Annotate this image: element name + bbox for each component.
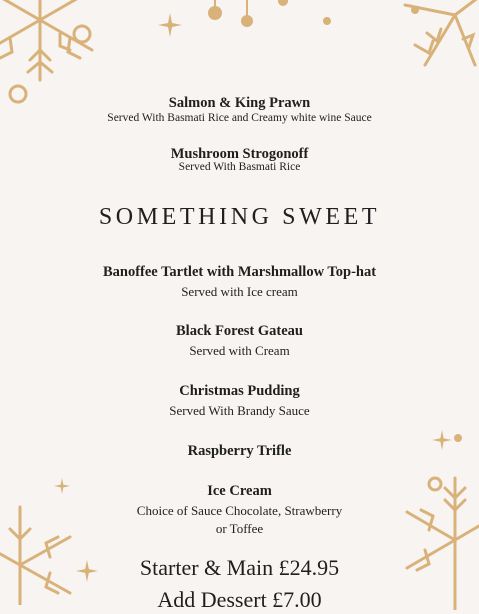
dish-description: Served with Cream [189, 343, 290, 358]
dish-description: Served With Basmati Rice [178, 161, 301, 173]
dish-description: Served With Brandy Sauce [169, 403, 310, 418]
bauble-icon [195, 0, 345, 35]
dish-description: Choice of Sauce Chocolate, Strawberry [136, 503, 343, 518]
dish-description: Served with Ice cream [181, 284, 298, 299]
snowflake-icon [385, 0, 479, 80]
dish-description: or Toffee [215, 521, 264, 536]
price-line: Starter & Main £24.95 [139, 555, 340, 580]
dish-name: Raspberry Trifle [187, 443, 292, 459]
dish-name: Banoffee Tartlet with Marshmallow Top-hat [102, 264, 377, 280]
dish-name: Mushroom Strogonoff [170, 146, 309, 162]
dish-name: Ice Cream [207, 483, 272, 499]
dish-name: Christmas Pudding [179, 383, 300, 399]
section-title: SOMETHING SWEET [98, 204, 381, 230]
dish-name: Salmon & King Prawn [168, 95, 311, 111]
sparkle-icon [158, 13, 182, 37]
dish-description: Served With Basmati Rice and Creamy white wine Sauce [107, 112, 372, 124]
price-line: Add Dessert £7.00 [157, 587, 322, 612]
dish-name: Black Forest Gateau [176, 323, 303, 339]
